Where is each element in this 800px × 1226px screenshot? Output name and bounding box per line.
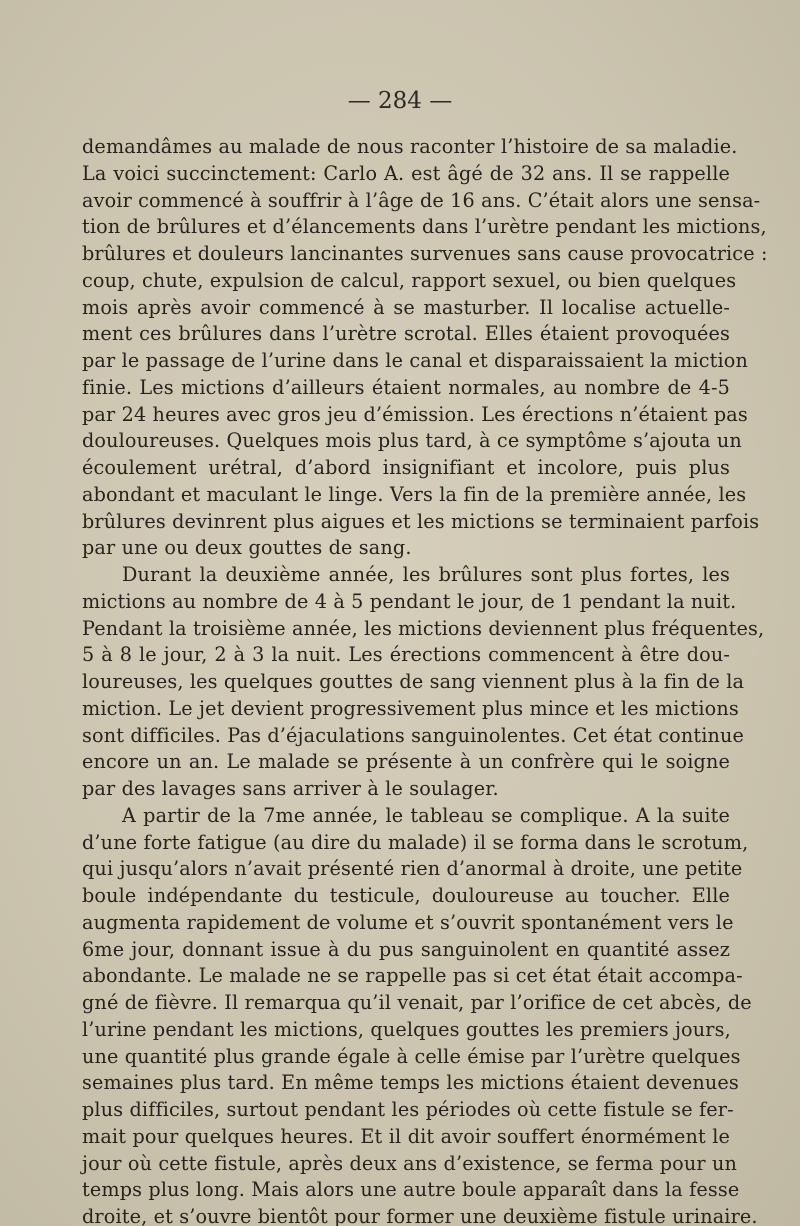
text-line: tion de brûlures et d’élancements dans l’urètre pendant les mictions,: [82, 215, 767, 239]
text-line: sont difficiles. Pas d’éjaculations sanguinolentes. Cet état continue: [82, 723, 745, 747]
paragraph: [82, 803, 758, 1226]
text-line: Pendant la troisième année, les mictions deviennent plus fréquentes,: [82, 616, 765, 640]
text-line: une quantité plus grande égale à celle émise par l’urètre quelques: [82, 1044, 741, 1068]
text-line: Durant la deuxième année, les brûlures sont plus fortes, les: [122, 563, 730, 586]
text-line: brûlures devinrent plus aigues et les mictions se terminaient parfois: [82, 509, 760, 533]
text-line: miction. Le jet devient progressivement plus mince et les mictions: [82, 696, 739, 720]
text-line: augmenta rapidement de volume et s’ouvrit spontanément vers le: [82, 910, 734, 934]
text-line: finie. Les mictions d’ailleurs étaient normales, au nombre de 4-5: [82, 375, 730, 399]
text-line: qui jusqu’alors n’avait présenté rien d’anormal à droite, une petite: [82, 857, 743, 881]
text-line: ment ces brûlures dans l’urètre scrotal. Elles étaient provoquées: [82, 322, 730, 346]
paragraph: [82, 134, 768, 562]
text-line: La voici succinctement: Carlo A. est âgé de 32 ans. Il se rappelle: [82, 161, 730, 185]
text-line: par 24 heures avec gros jeu d’émission. Les érections n’étaient pas: [82, 402, 748, 426]
text-line: boule indépendante du testicule, douloureuse au toucher. Elle: [82, 884, 730, 907]
text-line: droite, et s’ouvre bientôt pour former une deuxième fistule urinaire.: [82, 1205, 758, 1226]
text-line: temps plus long. Mais alors une autre boule apparaît dans la fesse: [82, 1178, 740, 1202]
text-line: l’urine pendant les mictions, quelques gouttes les premiers jours,: [82, 1017, 731, 1041]
text-line: mait pour quelques heures. Et il dit avoir souffert énormément le: [82, 1124, 730, 1148]
text-line: coup, chute, expulsion de calcul, rapport sexuel, ou bien quelques: [82, 268, 737, 292]
text-line: demandâmes au malade de nous raconter l’histoire de sa maladie.: [82, 135, 738, 158]
text-line: encore un an. Le malade se présente à un confrère qui le soigne: [82, 750, 730, 774]
text-line: écoulement urétral, d’abord insignifiant et incolore, puis plus: [82, 456, 730, 479]
text-line: abondante. Le malade ne se rappelle pas si cet état était accompa-: [82, 964, 743, 988]
text-line: douloureuses. Quelques mois plus tard, à ce symptôme s’ajouta un: [82, 429, 742, 453]
paragraph: [82, 562, 765, 803]
text-line: 5 à 8 le jour, 2 à 3 la nuit. Les érections commencent à être dou-: [82, 643, 730, 667]
text-line: d’une forte fatigue (au dire du malade) il se forma dans le scrotum,: [82, 830, 749, 854]
text-line: loureuses, les quelques gouttes de sang viennent plus à la fin de la: [82, 670, 745, 693]
page-number: — 284 —: [347, 88, 453, 114]
text-line: plus difficiles, surtout pendant les périodes où cette fistule se fer-: [82, 1098, 734, 1121]
text-line: abondant et maculant le linge. Vers la fin de la première année, les: [82, 482, 747, 506]
text-line: par le passage de l’urine dans le canal et disparaissaient la miction: [82, 349, 749, 372]
text-line: A partir de la 7me année, le tableau se complique. A la suite: [122, 803, 730, 827]
text-line: 6me jour, donnant issue à du pus sanguinolent en quantité assez: [82, 937, 730, 961]
text-line: mictions au nombre de 4 à 5 pendant le jour, de 1 pendant la nuit.: [82, 589, 737, 613]
text-line: avoir commencé à souffrir à l’âge de 16 ans. C’était alors une sensa-: [82, 188, 761, 212]
text-line: par des lavages sans arriver à le soulager.: [82, 777, 499, 800]
text-line: par une ou deux gouttes de sang.: [82, 536, 412, 560]
text-line: gné de fièvre. Il remarqua qu’il venait, par l’orifice de cet abcès, de: [82, 991, 752, 1014]
body-text: [82, 134, 768, 1226]
text-line: jour où cette fistule, après deux ans d’existence, se ferma pour un: [82, 1151, 737, 1175]
text-line: brûlures et douleurs lancinantes survenues sans cause provocatrice :: [82, 242, 768, 265]
text-line: mois après avoir commencé à se masturber. Il localise actuelle-: [82, 295, 730, 319]
text-line: semaines plus tard. En même temps les mictions étaient devenues: [82, 1071, 739, 1095]
